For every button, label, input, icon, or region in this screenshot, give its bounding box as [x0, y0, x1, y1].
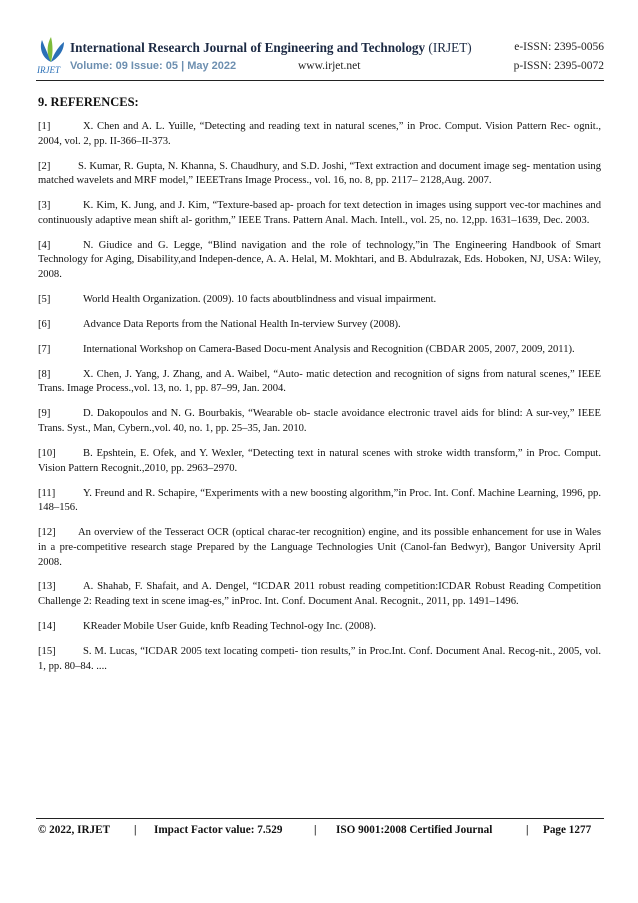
footer-separator: | [314, 824, 317, 836]
reference-number: [14] [38, 621, 56, 633]
reference-number: [10] [38, 447, 56, 459]
reference-item [38, 407, 601, 436]
reference-item [38, 368, 601, 397]
reference-item [38, 620, 601, 635]
reference-item [38, 526, 601, 570]
reference-text: S. M. Lucas, “ICDAR 2005 text locating competi- tion results,” in Proc.Int. Conf. Document Anal. Recog-nit., 2005, vol. 1, pp. 80–84. .... [38, 645, 601, 672]
reference-number: [9] [38, 408, 51, 420]
reference-number: [2] [38, 160, 51, 172]
reference-number: [12] [38, 527, 56, 539]
reference-item [38, 487, 601, 516]
footer-copyright: © 2022, IRJET [38, 824, 111, 836]
footer-divider [36, 818, 604, 819]
reference-text: An overview of the Tesseract OCR (optical charac-ter recognition) engine, and its possible enhancement for use in Wales in a pre-competitive research stage Prepared by the Language Technologies Unit (Canol-fan Bedwyr), Bangor University April 2008. [38, 527, 601, 568]
footer-separator: | [134, 824, 137, 836]
reference-text: K. Kim, K. Jung, and J. Kim, “Texture-based ap- proach for text detection in images using support vec-tor machines and continuously adaptive mean shift al- gorithm,” IEEE Trans. Pattern Anal. Mach. Intell., vol. 25, no. 12,pp. 1631–1639, Dec. 2003. [38, 200, 601, 226]
reference-text: D. Dakopoulos and N. G. Bourbakis, “Wearable ob- stacle avoidance electronic travel aids for blind: A sur-vey,” IEEE Trans. Syst., Man, Cybern.,vol. 40, no. 1, pp. 25–35, Jan. 2010. [38, 408, 601, 435]
journal-abbr: (IRJET) [428, 40, 472, 55]
reference-list [38, 120, 601, 685]
reference-item [38, 580, 601, 609]
reference-text: A. Shahab, F. Shafait, and A. Dengel, “ICDAR 2011 robust reading competition:ICDAR Robust Reading Competition Challenge 2: Reading text in scene imag-es,” inProc. Int. Conf. Document Anal. Recognit., 2011, pp. 1491–1496. [38, 581, 601, 608]
reference-number: [7] [38, 343, 51, 355]
reference-text: N. Giudice and G. Legge, “Blind navigation and the role of technology,”in The Engineering Handbook of Smart Technology for Aging, Disability,and Indepen-dence, A. A. Helal, M. Mokhtari, and B. Abdulrazak, Eds. Hoboken, NJ, USA: Wiley, 2008. [38, 239, 601, 281]
journal-website-link[interactable]: www.irjet.net [298, 60, 361, 72]
reference-number: [11] [38, 487, 56, 499]
reference-number: [3] [38, 200, 51, 212]
reference-text: X. Chen and A. L. Yuille, “Detecting and reading text in natural scenes,” in Proc. Comput. Vision Pattern Rec- ognit., 2004, vol. 2, pp. II-366–II-373. [38, 121, 601, 147]
footer-page-number: Page 1277 [543, 824, 592, 836]
reference-text: KReader Mobile User Guide, knfb Reading Technol-ogy Inc. (2008). [83, 621, 376, 633]
reference-item [38, 447, 601, 476]
reference-item [38, 160, 601, 189]
reference-text: S. Kumar, R. Gupta, N. Khanna, S. Chaudhury, and S.D. Joshi, “Text extraction and document image seg- mentation using matched wavelets and MRF model,” IEEETrans Image Process., vol. 16, no. 8, pp. 2117– 2128,Aug. 2007. [38, 160, 601, 187]
reference-item [38, 199, 601, 228]
reference-item [38, 343, 601, 358]
reference-number: [8] [38, 368, 51, 380]
page-header [36, 36, 604, 78]
reference-text: Advance Data Reports from the National Health In-terview Survey (2008). [83, 318, 401, 330]
reference-item [38, 645, 601, 674]
header-divider [36, 80, 604, 81]
reference-item [38, 318, 601, 333]
reference-text: X. Chen, J. Yang, J. Zhang, and A. Waibel, “Auto- matic detection and recognition of signs from natural scenes,” IEEE Trans. Image Process.,vol. 13, no. 1, pp. 87–99, Jan. 2004. [38, 368, 601, 395]
reference-number: [4] [38, 239, 51, 251]
section-heading: 9. REFERENCES: [38, 95, 139, 109]
reference-number: [6] [38, 318, 51, 330]
volume-issue: Volume: 09 Issue: 05 | May 2022 [70, 60, 237, 72]
eissn: e-ISSN: 2395-0056 [514, 41, 604, 53]
journal-title [70, 40, 472, 56]
reference-number: [5] [38, 294, 51, 306]
reference-text: International Workshop on Camera-Based Docu-ment Analysis and Recognition (CBDAR 2005, 2007, 2009, 2011). [83, 343, 575, 355]
reference-text: World Health Organization. (2009). 10 facts aboutblindness and visual impairment. [83, 294, 437, 306]
footer-separator: | [526, 824, 529, 836]
reference-number: [15] [38, 645, 56, 657]
reference-text: B. Epshtein, E. Ofek, and Y. Wexler, “Detecting text in natural scenes with stroke width transform,” in Proc. Comput. Vision Pattern Recognit.,2010, pp. 2963–2970. [38, 447, 601, 474]
reference-text: Y. Freund and R. Schapire, “Experiments with a new boosting algorithm,”in Proc. Int. Conf. Machine Learning, 1996, pp. 148–156. [38, 487, 601, 514]
irjet-logo-icon [36, 36, 66, 76]
reference-number: [13] [38, 581, 56, 593]
reference-item [38, 293, 601, 308]
footer-iso: ISO 9001:2008 Certified Journal [336, 824, 493, 836]
journal-name: International Research Journal of Engineering and Technology [70, 40, 426, 55]
reference-number: [1] [38, 121, 51, 132]
pissn: p-ISSN: 2395-0072 [513, 60, 604, 72]
svg-text:IRJET: IRJET [37, 65, 60, 75]
reference-item [38, 239, 601, 283]
footer-impact-factor: Impact Factor value: 7.529 [154, 824, 283, 836]
reference-item [38, 120, 601, 149]
